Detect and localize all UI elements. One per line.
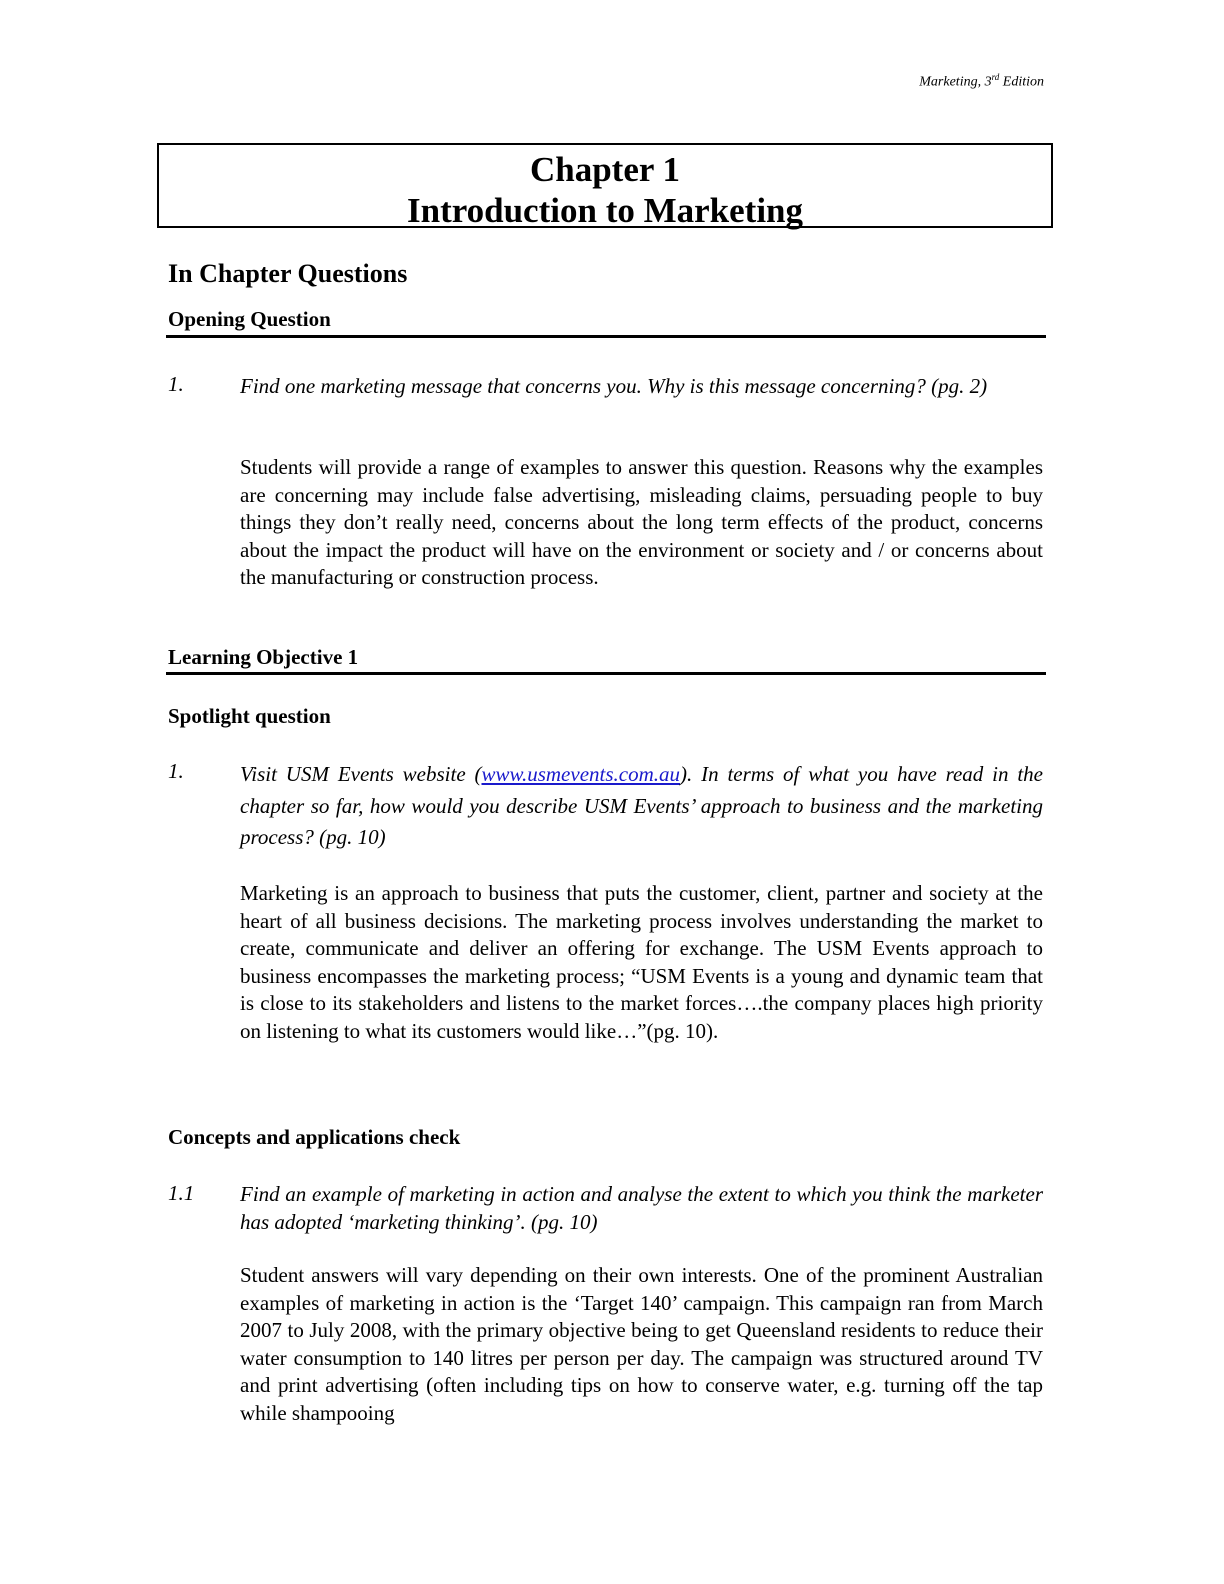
header-edition: Edition — [999, 74, 1044, 90]
section-title: In Chapter Questions — [168, 259, 408, 288]
header-book: Marketing, 3 — [919, 74, 992, 90]
spotlight-question-pre: Visit USM Events website ( — [240, 762, 482, 786]
usm-events-link[interactable]: www.usmevents.com.au — [481, 762, 681, 786]
spotlight-question-text — [240, 759, 1043, 854]
concepts-heading: Concepts and applications check — [168, 1125, 461, 1149]
chapter-title-box — [157, 143, 1053, 228]
question-number: 1. — [168, 372, 184, 396]
opening-question-text: Find one marketing message that concerns you. Why is this message concerning? (pg. 2) — [240, 374, 988, 398]
heading-rule — [166, 335, 1046, 338]
learning-objective-heading: Learning Objective 1 — [168, 645, 359, 669]
concepts-answer-text: Student answers will vary depending on their own interests. One of the prominent Australian examples of marketing in action is the ‘Target 140’ campaign. This campaign ran from March 2007 to July 2008, with the primary objective being to get Queensland residents to reduce their water consumption to 140 litres per person per day. The campaign was structured around TV and print advertising (often including tips on how to conserve water, e.g. turning off the tap while shampooing — [240, 1263, 1043, 1425]
question-number: 1. — [168, 759, 184, 783]
spotlight-heading: Spotlight question — [168, 704, 331, 728]
running-header — [919, 72, 1044, 91]
spotlight-question-post: ). In terms of what you have read in the chapter so far, how would you describe USM Events’ approach to business and the marketing process? (pg. 10) — [240, 762, 1043, 849]
spotlight-answer-text: Marketing is an approach to business that puts the customer, client, partner and society at the heart of all business decisions. The marketing process involves understanding the market to create, communicate and deliver an offering for exchange. The USM Events approach to business encompasses the marketing process; “USM Events is a young and dynamic team that is close to its stakeholders and listens to the market forces….the company places high priority on listening to what its customers would like…”(pg. 10). — [240, 881, 1043, 1043]
chapter-number: Chapter 1 — [529, 150, 681, 189]
question-number: 1.1 — [168, 1181, 195, 1205]
chapter-title: Introduction to Marketing — [406, 191, 804, 230]
opening-answer-text: Students will provide a range of examples to answer this question. Reasons why the examples are concerning may include false advertising, misleading claims, persuading people to buy things they don’t really need, concerns about the long term effects of the product, concerns about the impact the product will have on the environment or society and / or concerns about the manufacturing or construction process. — [240, 455, 1043, 589]
header-superscript: rd — [991, 72, 1000, 82]
opening-question-heading: Opening Question — [168, 307, 331, 331]
concepts-question-text: Find an example of marketing in action and analyse the extent to which you think the marketer has adopted ‘marketing thinking’. (pg. 10) — [240, 1182, 1043, 1234]
heading-rule — [166, 672, 1046, 675]
